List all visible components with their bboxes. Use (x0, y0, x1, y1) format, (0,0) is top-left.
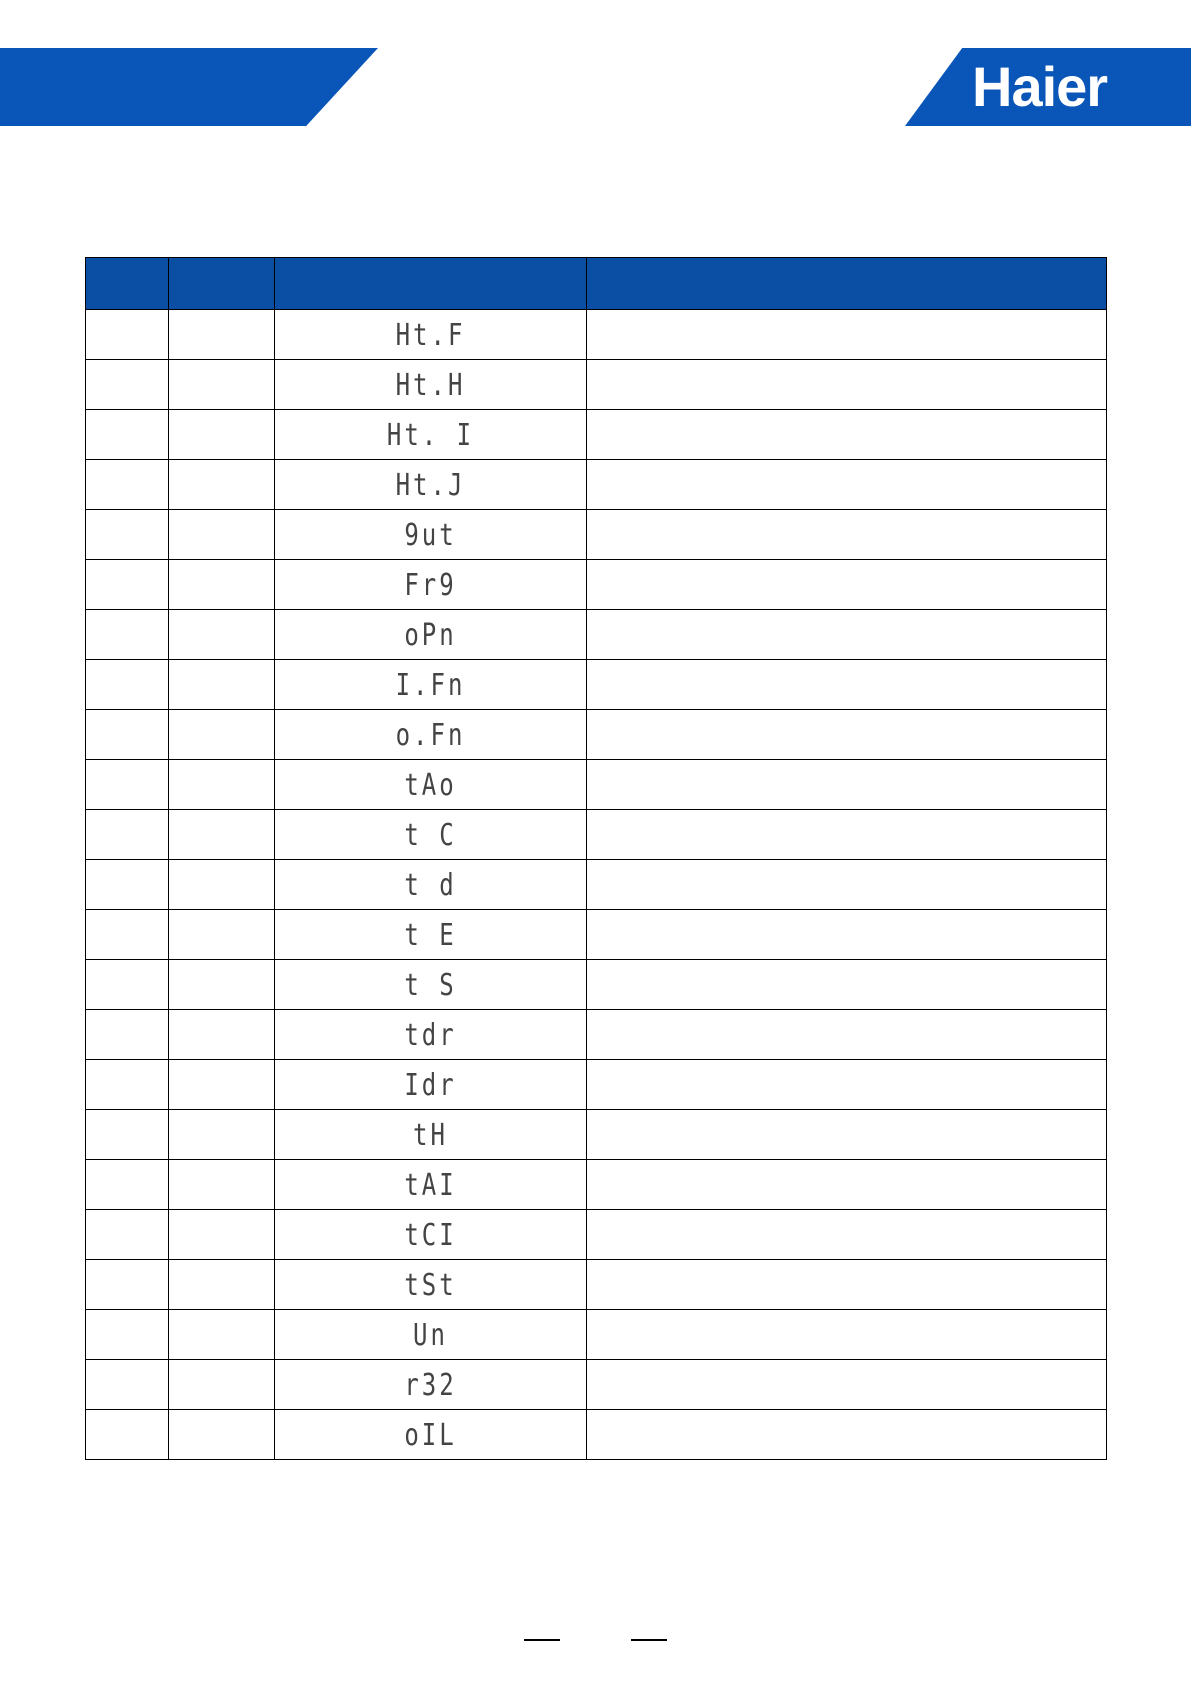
empty-cell (587, 410, 1107, 460)
empty-cell (169, 1010, 275, 1060)
empty-cell (587, 810, 1107, 860)
empty-cell (169, 1260, 275, 1310)
table-row (86, 1060, 1107, 1110)
empty-cell (86, 910, 169, 960)
empty-cell (169, 560, 275, 610)
display-code-cell (275, 1060, 587, 1110)
table-row (86, 560, 1107, 610)
page-mark-right (631, 1639, 667, 1641)
empty-cell (86, 660, 169, 710)
page-number-marks (0, 1639, 1191, 1643)
table-row (86, 510, 1107, 560)
display-code-cell (275, 1260, 587, 1310)
display-code-cell (275, 1160, 587, 1210)
display-code: tCI (404, 1217, 457, 1252)
empty-cell (86, 1260, 169, 1310)
empty-cell (86, 810, 169, 860)
empty-cell (587, 1110, 1107, 1160)
empty-cell (587, 1360, 1107, 1410)
empty-cell (587, 560, 1107, 610)
display-code-table (85, 257, 1107, 1460)
empty-cell (587, 1410, 1107, 1460)
empty-cell (86, 610, 169, 660)
empty-cell (169, 660, 275, 710)
empty-cell (86, 1060, 169, 1110)
display-code-cell (275, 1010, 587, 1060)
empty-cell (587, 510, 1107, 560)
display-code: I.Fn (395, 667, 466, 702)
empty-cell (169, 1310, 275, 1360)
empty-cell (587, 710, 1107, 760)
table-row (86, 1360, 1107, 1410)
empty-cell (169, 360, 275, 410)
empty-cell (86, 1310, 169, 1360)
column-header-2 (169, 258, 275, 310)
empty-cell (169, 810, 275, 860)
empty-cell (169, 710, 275, 760)
empty-cell (587, 1260, 1107, 1310)
empty-cell (169, 1060, 275, 1110)
column-header-3 (275, 258, 587, 310)
header-banner-left (0, 48, 378, 126)
display-code-cell (275, 360, 587, 410)
table-row (86, 310, 1107, 360)
empty-cell (86, 1410, 169, 1460)
display-code-cell (275, 1410, 587, 1460)
display-code-cell (275, 1210, 587, 1260)
display-code: tAI (404, 1167, 457, 1202)
empty-cell (86, 310, 169, 360)
table-row (86, 410, 1107, 460)
display-code-cell (275, 710, 587, 760)
empty-cell (587, 860, 1107, 910)
empty-cell (169, 410, 275, 460)
empty-cell (86, 1010, 169, 1060)
display-code-cell (275, 560, 587, 610)
display-code: tSt (404, 1267, 457, 1302)
display-code: Ht.J (395, 467, 466, 502)
display-code-cell (275, 1360, 587, 1410)
table-row (86, 610, 1107, 660)
empty-cell (587, 1310, 1107, 1360)
display-code: t S (404, 967, 457, 1002)
empty-cell (86, 1110, 169, 1160)
display-code: tAo (404, 767, 457, 802)
table-row (86, 1160, 1107, 1210)
empty-cell (86, 460, 169, 510)
empty-cell (169, 510, 275, 560)
table-row (86, 660, 1107, 710)
empty-cell (587, 310, 1107, 360)
display-code: Fr9 (404, 567, 457, 602)
display-code-cell (275, 910, 587, 960)
table-row (86, 960, 1107, 1010)
display-code-cell (275, 410, 587, 460)
table-row (86, 1260, 1107, 1310)
empty-cell (169, 1210, 275, 1260)
empty-cell (587, 360, 1107, 410)
display-code-cell (275, 810, 587, 860)
table-row (86, 460, 1107, 510)
display-code: Un (413, 1317, 448, 1352)
empty-cell (587, 1160, 1107, 1210)
empty-cell (86, 510, 169, 560)
display-code-cell (275, 610, 587, 660)
empty-cell (587, 1060, 1107, 1110)
display-code-cell (275, 960, 587, 1010)
empty-cell (86, 1360, 169, 1410)
empty-cell (86, 760, 169, 810)
empty-cell (86, 860, 169, 910)
empty-cell (86, 1210, 169, 1260)
table-row (86, 1310, 1107, 1360)
display-code: t d (404, 867, 457, 902)
column-header-1 (86, 258, 169, 310)
empty-cell (169, 1360, 275, 1410)
display-code-cell (275, 860, 587, 910)
display-code: oPn (404, 617, 457, 652)
table-row (86, 1410, 1107, 1460)
empty-cell (86, 1160, 169, 1210)
empty-cell (86, 360, 169, 410)
table-row (86, 1210, 1107, 1260)
empty-cell (169, 960, 275, 1010)
display-code: Ht.H (395, 367, 466, 402)
display-code: oIL (404, 1417, 457, 1452)
empty-cell (169, 1110, 275, 1160)
empty-cell (587, 910, 1107, 960)
empty-cell (587, 960, 1107, 1010)
display-code: r32 (404, 1367, 457, 1402)
table-header-row (86, 258, 1107, 310)
page-mark-left (524, 1639, 560, 1641)
empty-cell (86, 410, 169, 460)
display-code-cell (275, 310, 587, 360)
empty-cell (169, 460, 275, 510)
column-header-4 (587, 258, 1107, 310)
table-row (86, 1110, 1107, 1160)
empty-cell (169, 1410, 275, 1460)
display-code-cell (275, 1110, 587, 1160)
empty-cell (169, 760, 275, 810)
empty-cell (86, 710, 169, 760)
empty-cell (587, 760, 1107, 810)
display-code: t C (404, 817, 457, 852)
empty-cell (169, 860, 275, 910)
table-row (86, 360, 1107, 410)
empty-cell (86, 960, 169, 1010)
table-row (86, 760, 1107, 810)
display-code: Ht. I (386, 417, 475, 452)
display-code: Ht.F (395, 317, 466, 352)
empty-cell (587, 1210, 1107, 1260)
empty-cell (587, 610, 1107, 660)
empty-cell (169, 910, 275, 960)
empty-cell (587, 660, 1107, 710)
display-code-cell (275, 660, 587, 710)
table-row (86, 1010, 1107, 1060)
display-code-cell (275, 460, 587, 510)
empty-cell (169, 1160, 275, 1210)
display-code: 9ut (404, 517, 457, 552)
display-code: Idr (404, 1067, 457, 1102)
display-code-cell (275, 760, 587, 810)
empty-cell (587, 460, 1107, 510)
empty-cell (587, 1010, 1107, 1060)
display-code: tdr (404, 1017, 457, 1052)
empty-cell (169, 610, 275, 660)
haier-logo: Haier (972, 55, 1108, 118)
empty-cell (86, 560, 169, 610)
table-row (86, 910, 1107, 960)
table-row (86, 860, 1107, 910)
display-code: tH (413, 1117, 448, 1152)
table-row (86, 710, 1107, 760)
display-code-cell (275, 1310, 587, 1360)
display-code: o.Fn (395, 717, 466, 752)
empty-cell (169, 310, 275, 360)
display-code-cell (275, 510, 587, 560)
table-row (86, 810, 1107, 860)
display-code: t E (404, 917, 457, 952)
